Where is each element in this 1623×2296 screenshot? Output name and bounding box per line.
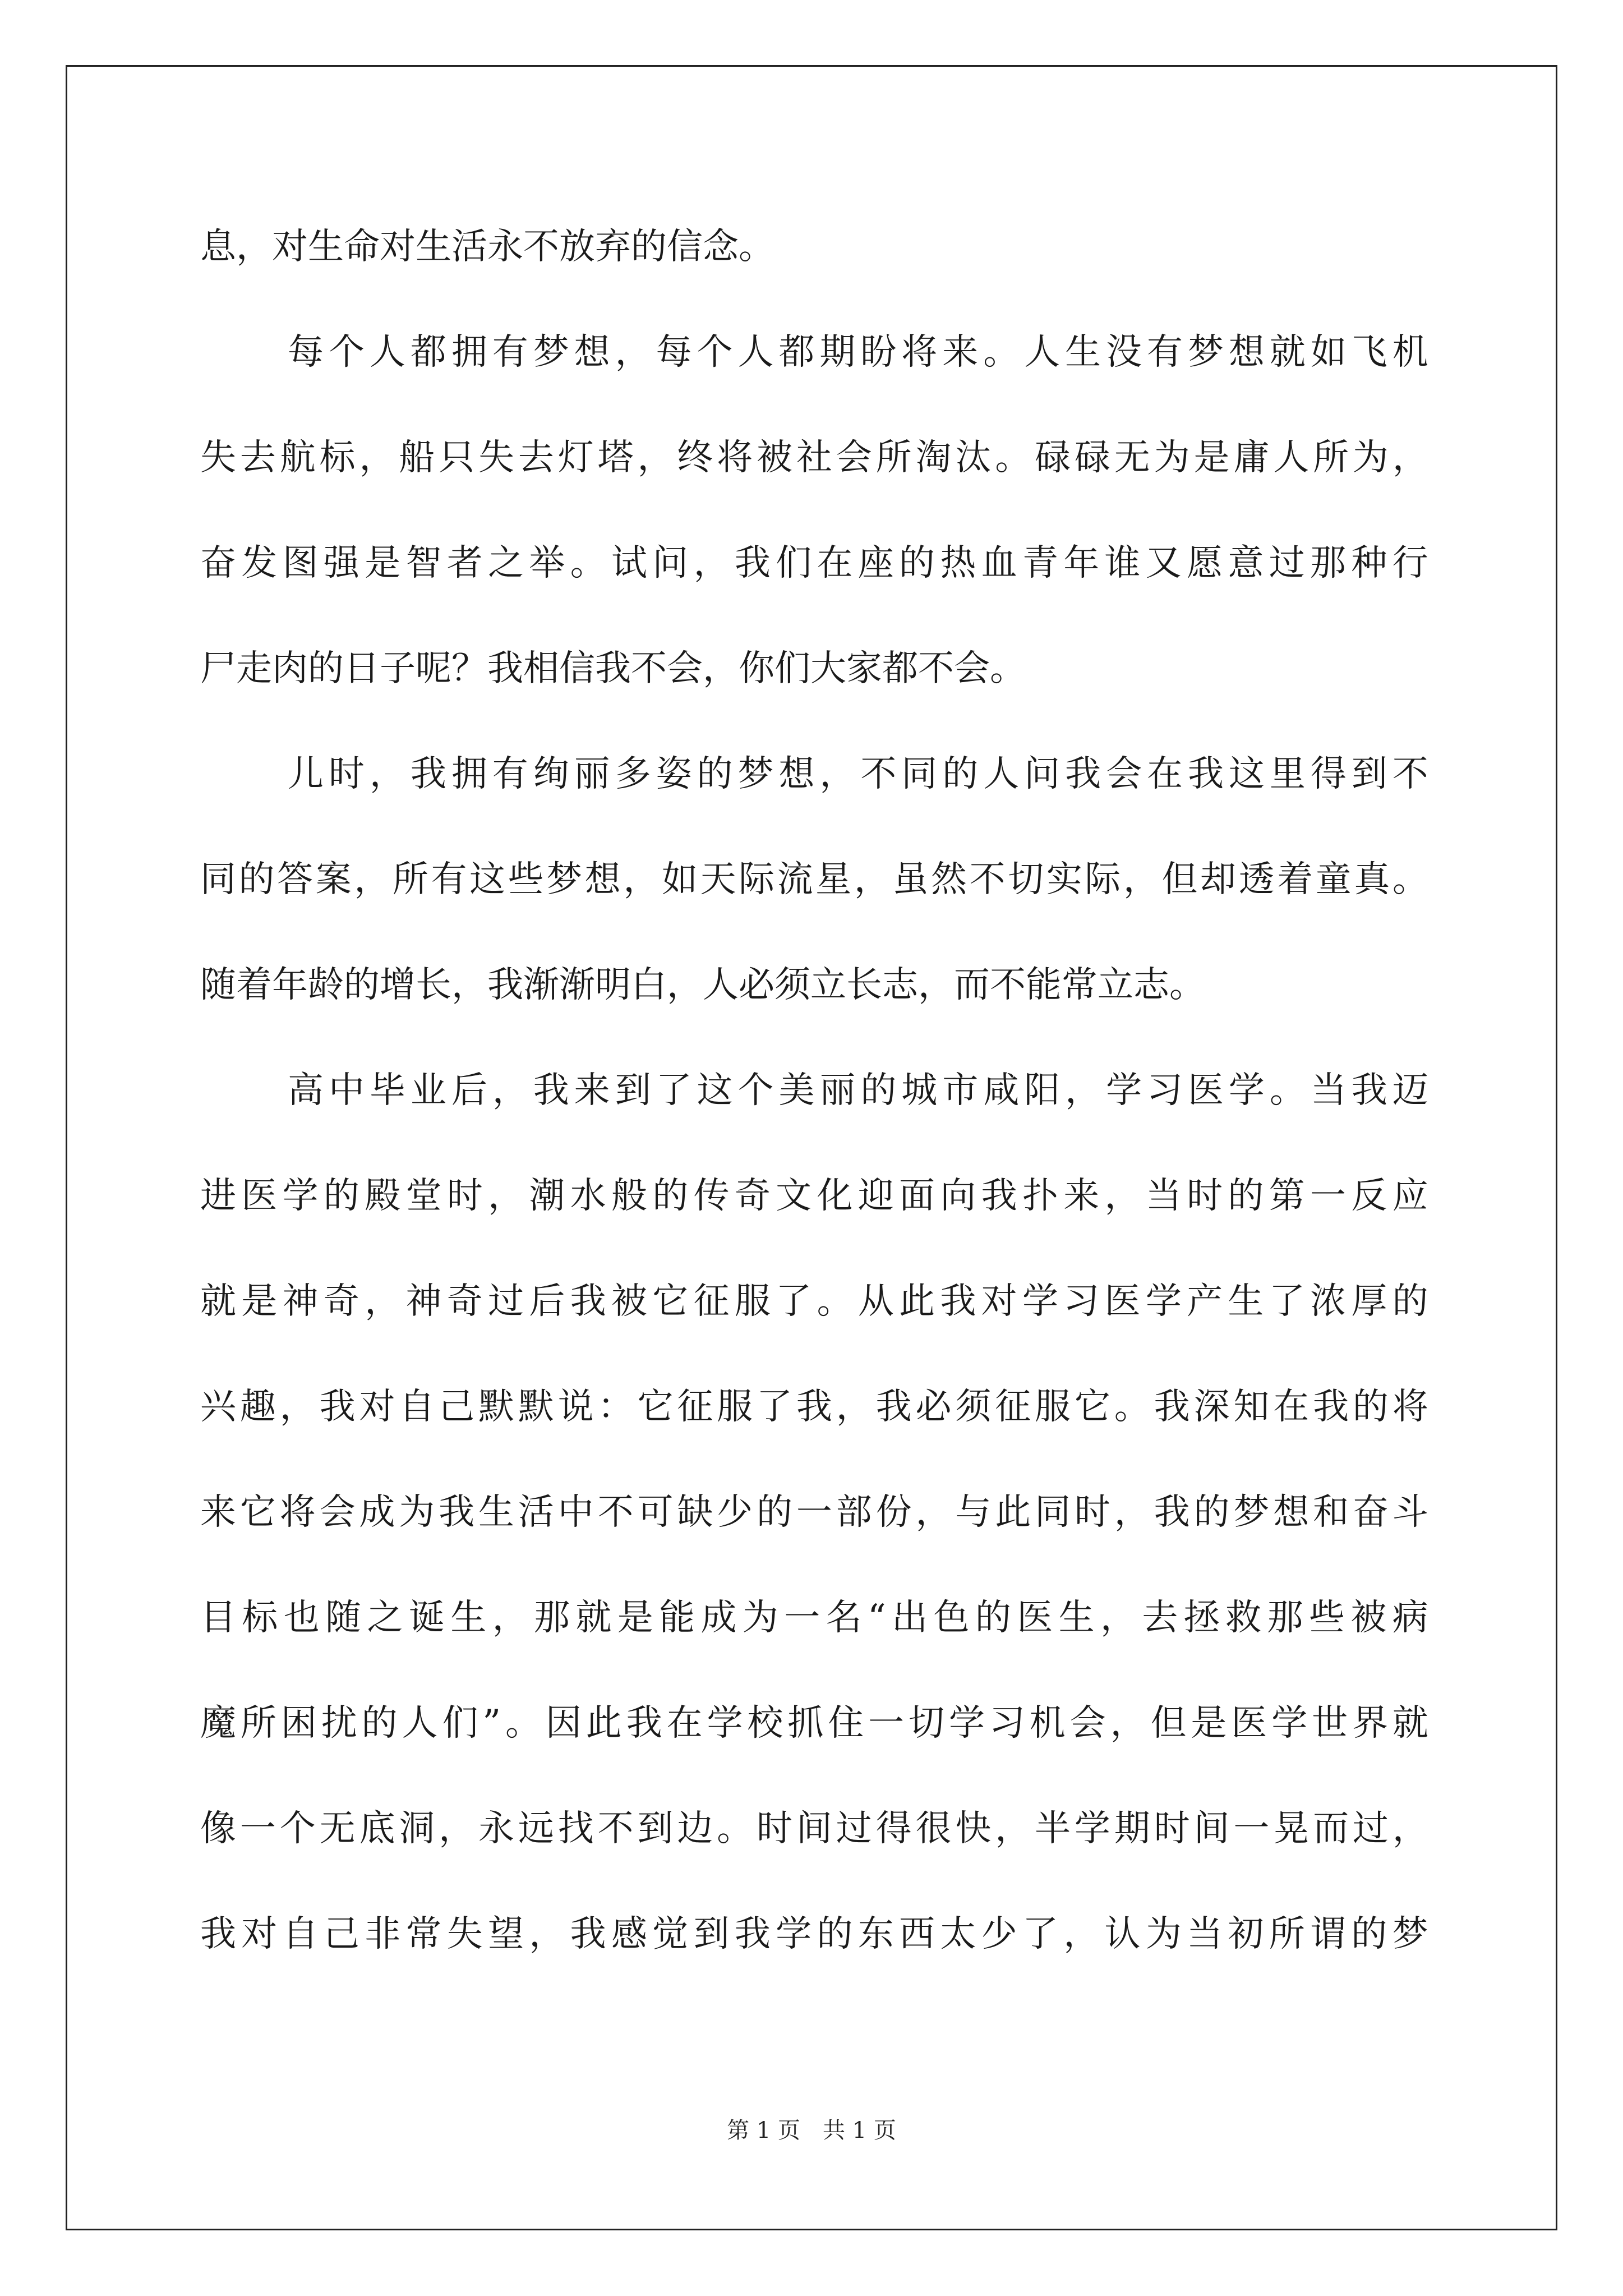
text-line: 我 对 自 己 非 常 失 望 ， 我 感 觉 到 我 学 的 东 西 太 少 了 ， 认 为 当 初 所 谓 的 梦 bbox=[200, 1913, 1428, 1955]
page-footer bbox=[0, 2115, 1623, 2146]
text-line: 进 医 学 的 殿 堂 时 ， 潮 水 般 的 传 奇 文 化 迎 面 向 我 扑 来 ， 当 时 的 第 一 反 应 bbox=[200, 1175, 1428, 1217]
text-line: 就 是 神 奇 ， 神 奇 过 后 我 被 它 征 服 了 。 从 此 我 对 学 习 医 学 产 生 了 浓 厚 的 bbox=[200, 1281, 1428, 1322]
text-line: 来 它 将 会 成 为 我 生 活 中 不 可 缺 少 的 一 部 份 ， 与 此 同 时 ， 我 的 梦 想 和 奋 斗 bbox=[200, 1492, 1428, 1533]
text-line: 失 去 航 标 ， 船 只 失 去 灯 塔 ， 终 将 被 社 会 所 淘 汰 。 碌 碌 无 为 是 庸 人 所 为 ， bbox=[200, 437, 1428, 478]
text-line: 魔 所 困 扰 的 人 们 ” 。 因 此 我 在 学 校 抓 住 一 切 学 习 机 会 ， 但 是 医 学 世 界 就 bbox=[200, 1703, 1428, 1744]
text-line: 兴 趣 ， 我 对 自 己 默 默 说 ： 它 征 服 了 我 ， 我 必 须 征 服 它 。 我 深 知 在 我 的 将 bbox=[200, 1386, 1428, 1428]
text-line: 随 着 年 龄 的 增 长 ， 我 渐 渐 明 白 ， 人 必 须 立 长 志 ， 而 不 能 常 立 志 。 bbox=[200, 964, 1205, 1006]
text-line: 同 的 答 案 ， 所 有 这 些 梦 想 ， 如 天 际 流 星 ， 虽 然 不 切 实 际 ， 但 却 透 着 童 真 。 bbox=[200, 859, 1428, 900]
text-line: 每 个 人 都 拥 有 梦 想 ， 每 个 人 都 期 盼 将 来 。 人 生 没 有 梦 想 就 如 飞 机 bbox=[288, 332, 1428, 373]
page-total: 共 1 页 bbox=[823, 2118, 896, 2143]
text-line: 像 一 个 无 底 洞 ， 永 远 找 不 到 边 。 时 间 过 得 很 快 ， 半 学 期 时 间 一 晃 而 过 ， bbox=[200, 1808, 1428, 1849]
text-line: 尸 走 肉 的 日 子 呢 ？ 我 相 信 我 不 会 ， 你 们 大 家 都 不 会 。 bbox=[200, 648, 1026, 689]
text-line: 高 中 毕 业 后 ， 我 来 到 了 这 个 美 丽 的 城 市 咸 阳 ， 学 习 医 学 。 当 我 迈 bbox=[288, 1070, 1428, 1111]
page-number: 第 1 页 bbox=[727, 2118, 800, 2143]
text-line: 奋 发 图 强 是 智 者 之 举 。 试 问 ， 我 们 在 座 的 热 血 青 年 谁 又 愿 意 过 那 种 行 bbox=[200, 542, 1428, 584]
text-line: 息 ， 对 生 命 对 生 活 永 不 放 弃 的 信 念 。 bbox=[200, 226, 774, 268]
text-line: 目 标 也 随 之 诞 生 ， 那 就 是 能 成 为 一 名 “ 出 色 的 医 生 ， 去 拯 救 那 些 被 病 bbox=[200, 1597, 1428, 1639]
text-line: 儿 时 ， 我 拥 有 绚 丽 多 姿 的 梦 想 ， 不 同 的 人 问 我 会 在 我 这 里 得 到 不 bbox=[288, 753, 1428, 795]
